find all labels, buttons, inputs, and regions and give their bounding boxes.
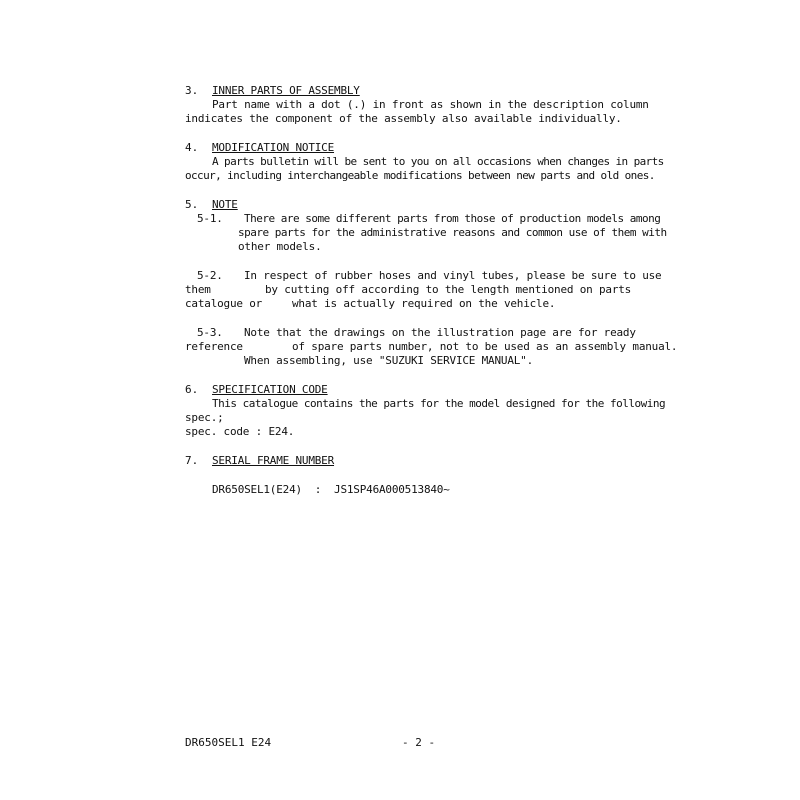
note-5-3-line-2: reference — [185, 340, 243, 353]
note-5-2-line-3: by cutting off according to the length mentioned on parts — [265, 283, 632, 296]
section-5-number: 5. — [185, 198, 199, 211]
section-3-number: 3. — [185, 84, 199, 97]
note-5-1-label: 5-1. — [197, 212, 223, 225]
section-3-title: INNER PARTS OF ASSEMBLY — [212, 84, 360, 97]
note-5-1-line-1: There are some different parts from those of production models among — [244, 212, 661, 225]
section-3-line-1: Part name with a dot (.) in front as shown in the description column — [212, 98, 649, 111]
note-5-2-line-2: them — [185, 283, 211, 296]
note-5-2-line-5: what is actually required on the vehicle. — [292, 297, 556, 310]
note-5-1-line-3: other models. — [238, 240, 322, 253]
note-5-1-line-2: spare parts for the administrative reasons and common use of them with — [238, 226, 667, 239]
note-5-3-line-3: of spare parts number, not to be used as an assembly manual. — [292, 340, 678, 353]
section-6-line-2: spec.; — [185, 411, 224, 424]
section-4-title: MODIFICATION NOTICE — [212, 141, 335, 154]
section-6-number: 6. — [185, 383, 199, 396]
note-5-2-label: 5-2. — [197, 269, 223, 282]
section-4-line-1: A parts bulletin will be sent to you on all occasions when changes in parts — [212, 155, 664, 168]
note-5-3-line-4: When assembling, use "SUZUKI SERVICE MANUAL". — [244, 354, 534, 367]
footer-page-number: - 2 - — [402, 736, 436, 749]
section-6-title: SPECIFICATION CODE — [212, 383, 328, 396]
section-6-line-3: spec. code : E24. — [185, 425, 295, 438]
section-4-line-2: occur, including interchangeable modifications between new parts and old ones. — [185, 169, 655, 182]
section-7-title: SERIAL FRAME NUMBER — [212, 454, 335, 467]
note-5-2-line-4: catalogue or — [185, 297, 263, 310]
section-4-number: 4. — [185, 141, 199, 154]
note-5-3-line-1: Note that the drawings on the illustration page are for ready — [244, 326, 636, 339]
section-7-number: 7. — [185, 454, 199, 467]
footer-model-code: DR650SEL1 E24 — [185, 736, 272, 749]
section-3-line-2: indicates the component of the assembly also available individually. — [185, 112, 622, 125]
serial-frame-number: DR650SEL1(E24) : JS1SP46A000513840~ — [212, 483, 450, 496]
note-5-3-label: 5-3. — [197, 326, 223, 339]
note-5-2-line-1: In respect of rubber hoses and vinyl tubes, please be sure to use — [244, 269, 662, 282]
section-5-title: NOTE — [212, 198, 238, 211]
section-6-line-1: This catalogue contains the parts for the model designed for the following — [212, 397, 666, 410]
